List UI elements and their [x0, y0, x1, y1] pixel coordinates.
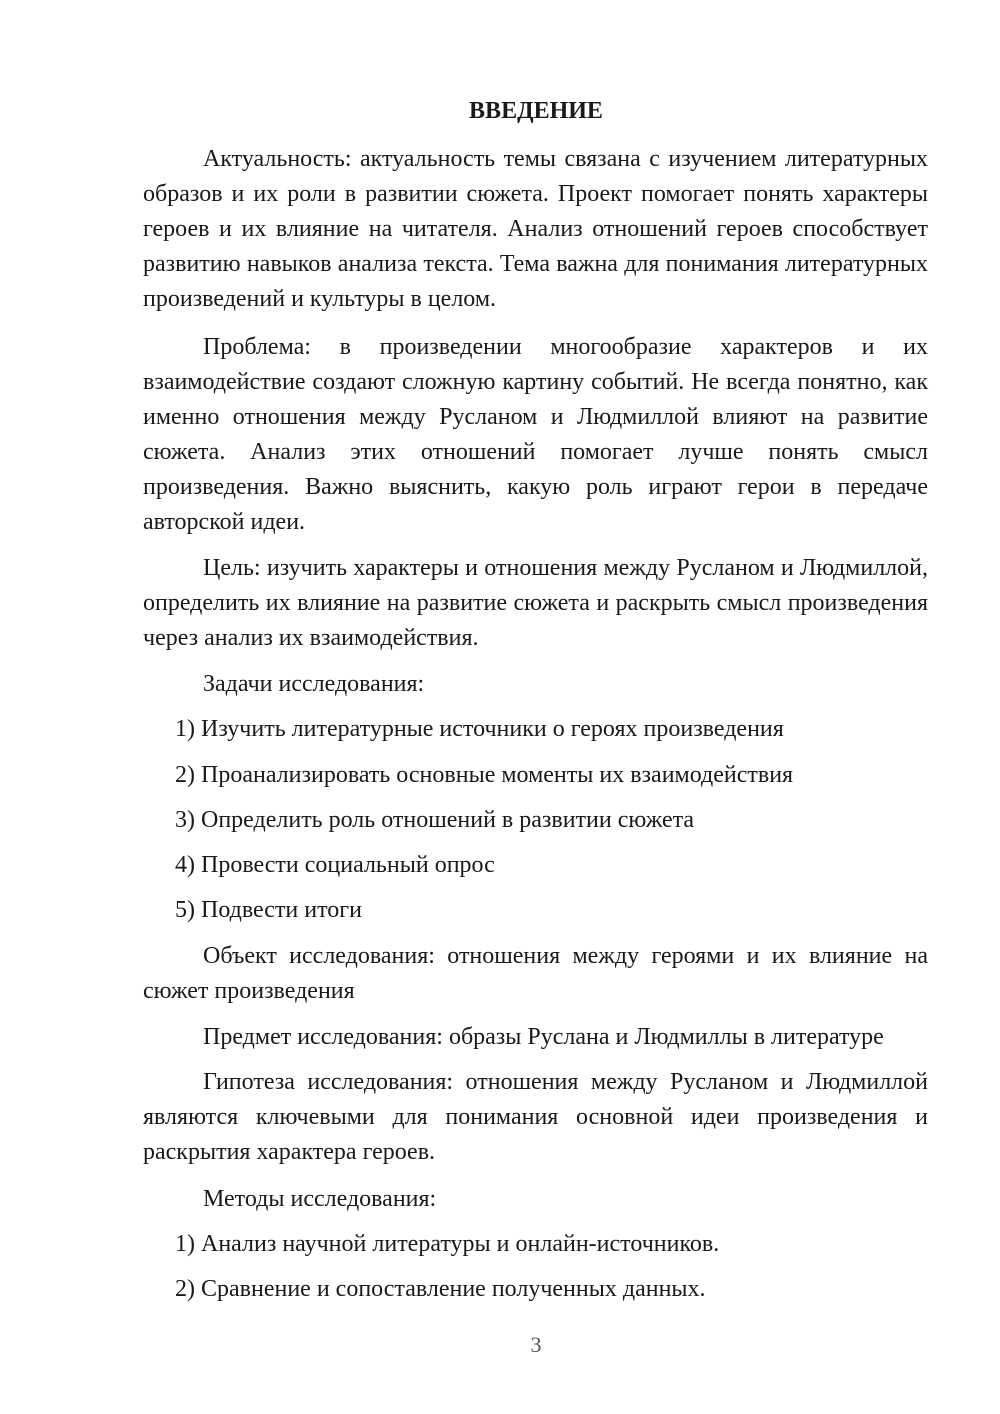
method-item: 2) Сравнение и сопоставление полученных данных.: [175, 1276, 706, 1302]
problem-paragraph: Проблема: в произведении многообразие характеров и их взаимодействие создают сложную картину событий. Не всегда понятно, как именно отношения между Русланом и Людмиллой влияют на развитие сюжета. Анализ этих отношений помогает лучше понять смысл произведения. Важно выяснить, какую роль играют герои в передаче авторской идеи.: [143, 334, 928, 535]
method-item: 1) Анализ научной литературы и онлайн-источников.: [175, 1231, 720, 1257]
task-item: 2) Проанализировать основные моменты их взаимодействия: [175, 762, 794, 788]
subject-paragraph: Предмет исследования: образы Руслана и Людмиллы в литературе: [203, 1024, 884, 1050]
hypothesis-paragraph: Гипотеза исследования: отношения между Русланом и Людмиллой являются ключевыми для понимания основной идеи произведения и раскрытия характера героев.: [143, 1069, 928, 1165]
task-item: 3) Определить роль отношений в развитии сюжета: [175, 807, 695, 833]
section-title: ВВЕДЕНИЕ: [469, 98, 603, 124]
task-item: 4) Провести социальный опрос: [175, 852, 495, 878]
task-item: 5) Подвести итоги: [175, 897, 362, 923]
task-item: 1) Изучить литературные источники о героях произведения: [175, 716, 784, 742]
tasks-heading: Задачи исследования:: [203, 671, 425, 697]
methods-heading: Методы исследования:: [203, 1186, 437, 1212]
relevance-paragraph: Актуальность: актуальность темы связана с изучением литературных образов и их роли в развитии сюжета. Проект помогает понять характеры героев и их влияние на читателя. Анализ отношений героев способствует развитию навыков анализа текста. Тема важна для понимания литературных произведений и культуры в целом.: [143, 146, 928, 312]
page-number: 3: [530, 1332, 542, 1357]
object-paragraph: Объект исследования: отношения между героями и их влияние на сюжет произведения: [143, 943, 928, 1004]
goal-paragraph: Цель: изучить характеры и отношения между Русланом и Людмиллой, определить их влияние на развитие сюжета и раскрыть смысл произведения через анализ их взаимодействия.: [143, 555, 928, 651]
